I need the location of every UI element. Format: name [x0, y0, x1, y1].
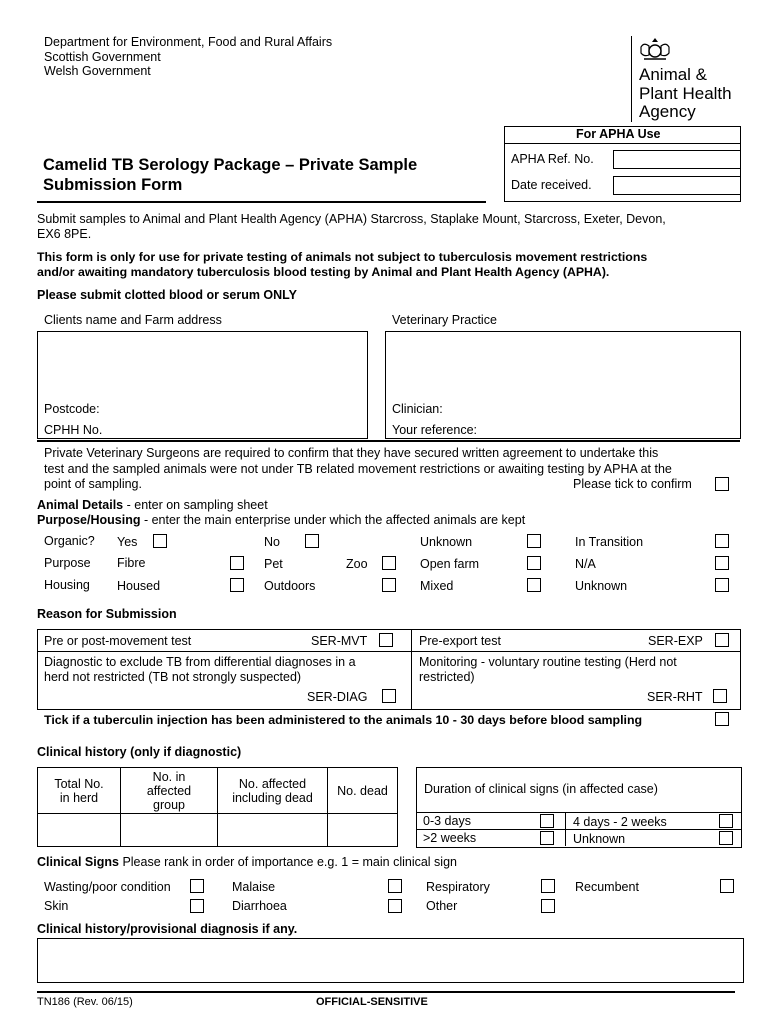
- sign-skin-input[interactable]: [190, 899, 204, 913]
- ser-diag-label: SER-DIAG: [307, 690, 368, 704]
- purpose-openfarm-checkbox[interactable]: [527, 556, 541, 570]
- government-departments: [44, 35, 332, 79]
- declaration-line: Private Veterinary Surgeons are required to confirm that they have secured written agreement to undertake this: [44, 446, 659, 460]
- declaration-line: test and the sampled animals were not under TB related movement restrictions or awaiting testing by APHA at the: [44, 461, 672, 476]
- page-title: [43, 155, 417, 195]
- sign-other-input[interactable]: [541, 899, 555, 913]
- reference-label: Your reference:: [392, 423, 478, 437]
- postcode-label: Postcode:: [44, 402, 100, 416]
- footer-line: [37, 991, 735, 993]
- ser-exp-checkbox[interactable]: [715, 633, 729, 647]
- ser-exp-label: SER-EXP: [648, 634, 703, 648]
- purpose-housing-heading: [37, 513, 525, 527]
- housing-mixed-checkbox[interactable]: [527, 578, 541, 592]
- duration-4d-2w-checkbox[interactable]: [719, 814, 733, 828]
- affected-line: group: [153, 797, 185, 812]
- total-header: [38, 768, 121, 814]
- clotted-blood-note: Please submit clotted blood or serum ONLY: [37, 288, 298, 302]
- title-underline: [37, 201, 486, 203]
- housing-unknown-label: Unknown: [575, 579, 628, 593]
- purpose-zoo-label: Zoo: [346, 557, 368, 571]
- agency-line: Animal &: [639, 65, 708, 84]
- agency-line: Agency: [639, 102, 696, 121]
- organic-transition-label: In Transition: [575, 535, 644, 549]
- organic-unknown-checkbox[interactable]: [527, 534, 541, 548]
- agency-logo-text: [639, 66, 732, 122]
- purpose-fibre-checkbox[interactable]: [230, 556, 244, 570]
- sign-wasting-label: Wasting/poor condition: [44, 880, 171, 894]
- dead-cell[interactable]: [328, 814, 398, 847]
- diagnostic-line: Diagnostic to exclude TB from differential diagnoses in a: [44, 655, 356, 669]
- organic-label: Organic?: [44, 534, 95, 548]
- diagnostic-text: [44, 655, 356, 685]
- animal-details-heading: [37, 498, 268, 512]
- sign-recumbent-input[interactable]: [720, 879, 734, 893]
- classification: OFFICIAL-SENSITIVE: [316, 996, 428, 1008]
- form-code: TN186 (Rev. 06/15): [37, 996, 133, 1008]
- duration-4d-2w-label: 4 days - 2 weeks: [573, 815, 667, 829]
- confirm-checkbox[interactable]: [715, 477, 729, 491]
- diagnosis-heading: Clinical history/provisional diagnosis if any.: [37, 922, 298, 936]
- duration-label: Duration of clinical signs (in affected case): [424, 782, 658, 796]
- sign-skin-label: Skin: [44, 899, 69, 913]
- dead-header: No. dead: [328, 768, 398, 814]
- apha-use-title: For APHA Use: [576, 127, 661, 141]
- clinical-signs-rest: Please rank in order of importance e.g. 1 = main clinical sign: [118, 855, 457, 869]
- date-received-label: Date received.: [511, 178, 592, 192]
- monitoring-line: restricted): [419, 670, 475, 684]
- duration-unknown-label: Unknown: [573, 832, 626, 846]
- clinical-signs-bold: Clinical Signs: [37, 855, 119, 869]
- pre-export-label: Pre-export test: [419, 634, 501, 648]
- purpose-label: Purpose: [44, 556, 91, 570]
- purpose-na-checkbox[interactable]: [715, 556, 729, 570]
- monitoring-text: [419, 655, 677, 685]
- total-line: Total No.: [54, 776, 104, 791]
- organic-no-label: No: [264, 535, 280, 549]
- housing-unknown-checkbox[interactable]: [715, 578, 729, 592]
- affected-cell[interactable]: [121, 814, 218, 847]
- ser-mvt-label: SER-MVT: [311, 634, 368, 648]
- client-label: Clients name and Farm address: [44, 313, 222, 327]
- tick-confirm-label: Please tick to confirm: [573, 477, 692, 491]
- duration-row-line: [416, 829, 741, 830]
- apha-ref-label: APHA Ref. No.: [511, 152, 594, 166]
- animal-details-rest: - enter on sampling sheet: [123, 498, 268, 512]
- submit-address: [37, 212, 666, 242]
- affected-dead-header: [218, 768, 328, 814]
- organic-unknown-label: Unknown: [420, 535, 473, 549]
- section-divider: [37, 440, 740, 442]
- duration-2w-checkbox[interactable]: [540, 831, 554, 845]
- duration-0-3-checkbox[interactable]: [540, 814, 554, 828]
- sign-respiratory-label: Respiratory: [426, 880, 490, 894]
- title-line: Camelid TB Serology Package – Private Sample: [43, 156, 418, 174]
- sign-diarrhoea-input[interactable]: [388, 899, 402, 913]
- tuberculin-checkbox[interactable]: [715, 712, 729, 726]
- usage-notice: [37, 250, 647, 280]
- royal-crest-icon: [636, 37, 674, 63]
- organic-transition-checkbox[interactable]: [715, 534, 729, 548]
- purpose-housing-bold: Purpose/Housing: [37, 513, 141, 527]
- housing-label: Housing: [44, 578, 90, 592]
- apha-ref-field[interactable]: [613, 150, 741, 169]
- ser-mvt-checkbox[interactable]: [379, 633, 393, 647]
- cpph-label: CPHH No.: [44, 423, 103, 437]
- clinical-history-table: [37, 767, 398, 847]
- duration-col-line: [565, 812, 566, 846]
- housing-outdoors-checkbox[interactable]: [382, 578, 396, 592]
- purpose-openfarm-label: Open farm: [420, 557, 480, 571]
- declaration-line: point of sampling.: [44, 477, 142, 491]
- housing-housed-label: Housed: [117, 579, 161, 593]
- purpose-zoo-checkbox[interactable]: [382, 556, 396, 570]
- sign-respiratory-input[interactable]: [541, 879, 555, 893]
- duration-unknown-checkbox[interactable]: [719, 831, 733, 845]
- duration-0-3-label: 0-3 days: [423, 814, 471, 828]
- ser-rht-label: SER-RHT: [647, 690, 703, 704]
- reason-col-divider: [411, 629, 412, 709]
- sign-other-label: Other: [426, 899, 458, 913]
- housing-housed-checkbox[interactable]: [230, 578, 244, 592]
- date-received-field[interactable]: [613, 176, 741, 195]
- sign-wasting-input[interactable]: [190, 879, 204, 893]
- duration-row-line: [416, 812, 741, 813]
- duration-2w-label: >2 weeks: [423, 831, 477, 845]
- divider: [504, 143, 740, 144]
- diagnosis-field[interactable]: [37, 938, 744, 983]
- purpose-fibre-label: Fibre: [117, 556, 146, 570]
- clinical-signs-heading: [37, 855, 457, 869]
- clinician-label: Clinician:: [392, 402, 443, 416]
- animal-details-bold: Animal Details: [37, 498, 124, 512]
- diagnostic-line: herd not restricted (TB not strongly suspected): [44, 670, 302, 684]
- sign-diarrhoea-label: Diarrhoea: [232, 899, 287, 913]
- tuberculin-label: Tick if a tuberculin injection has been administered to the animals 10 - 30 days before blood sampling: [44, 713, 643, 727]
- total-line: in herd: [59, 790, 99, 805]
- ser-diag-checkbox[interactable]: [382, 689, 396, 703]
- total-cell[interactable]: [38, 814, 121, 847]
- monitoring-line: Monitoring - voluntary routine testing (Herd not: [419, 655, 677, 669]
- pre-post-label: Pre or post-movement test: [44, 634, 192, 648]
- logo-divider: [631, 36, 632, 122]
- sign-malaise-input[interactable]: [388, 879, 402, 893]
- reason-row-divider: [37, 651, 740, 652]
- notice-line: and/or awaiting mandatory tuberculosis blood testing by Animal and Plant Health Agency (APHA).: [37, 265, 610, 279]
- affected-header: [121, 768, 218, 814]
- clinical-history-heading: Clinical history (only if diagnostic): [37, 745, 242, 759]
- title-line: Submission Form: [43, 176, 183, 194]
- gov-line: Welsh Government: [44, 64, 151, 78]
- affected-dead-line: No. affected: [238, 776, 307, 791]
- agency-line: Plant Health: [639, 83, 732, 103]
- organic-yes-label: Yes: [117, 535, 138, 549]
- purpose-housing-rest: - enter the main enterprise under which the affected animals are kept: [140, 513, 526, 527]
- sign-recumbent-label: Recumbent: [575, 880, 639, 894]
- sign-malaise-label: Malaise: [232, 880, 276, 894]
- notice-line: This form is only for use for private testing of animals not subject to tuberculosis movement restrictions: [37, 250, 648, 264]
- affected-dead-cell[interactable]: [218, 814, 328, 847]
- affected-line: No. in: [152, 769, 186, 784]
- housing-mixed-label: Mixed: [420, 579, 454, 593]
- organic-no-checkbox[interactable]: [305, 534, 319, 548]
- organic-yes-checkbox[interactable]: [153, 534, 167, 548]
- reason-heading: Reason for Submission: [37, 607, 177, 621]
- affected-line: affected: [146, 783, 192, 798]
- purpose-na-label: N/A: [575, 557, 596, 571]
- submit-line: Submit samples to Animal and Plant Health Agency (APHA) Starcross, Staplake Mount, Starcross, Exeter, Devon,: [37, 212, 666, 226]
- affected-dead-line: including dead: [232, 790, 313, 805]
- gov-line: Scottish Government: [44, 49, 161, 64]
- vet-practice-label: Veterinary Practice: [392, 313, 497, 327]
- purpose-pet-label: Pet: [264, 557, 283, 571]
- gov-line: Department for Environment, Food and Rural Affairs: [44, 35, 333, 49]
- housing-outdoors-label: Outdoors: [264, 579, 316, 593]
- ser-rht-checkbox[interactable]: [713, 689, 727, 703]
- submit-line: EX6 8PE.: [37, 227, 92, 241]
